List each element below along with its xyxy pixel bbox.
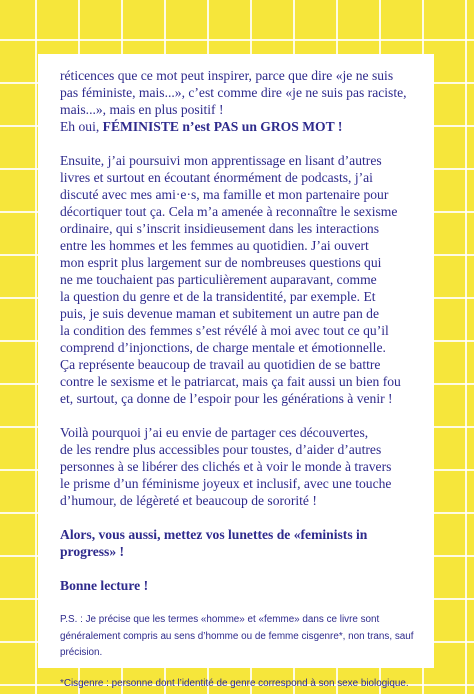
text-line: contre le sexisme et le patriarcat, mais ça fait aussi un bien fou — [60, 374, 401, 389]
closing-line: Bonne lecture ! — [60, 578, 149, 593]
text-line: puis, je suis devenue maman et subitement un autre pan de — [60, 306, 379, 321]
text-line: pas féministe, mais...», c’est comme dire «je ne suis pas raciste, — [60, 85, 407, 100]
text-line: Ensuite, j’ai poursuivi mon apprentissage en lisant d’autres — [60, 153, 382, 168]
footnote — [60, 676, 415, 693]
paragraph-purpose — [60, 424, 415, 509]
ps-note — [60, 612, 415, 662]
text-line: ordinaire, qui s’inscrit insidieusement dans les interactions — [60, 221, 380, 236]
text-line: progress» ! — [60, 544, 125, 559]
text-line: Voilà pourquoi j’ai eu envie de partager ces découvertes, — [60, 425, 369, 440]
emphasis-prefix: Eh oui, — [60, 119, 103, 134]
text-line: généralement compris au sens d’homme ou de femme cisgenre*, non trans, sauf — [60, 630, 414, 642]
text-line: Alors, vous aussi, mettez vos lunettes de «feminists in — [60, 527, 368, 542]
text-line: le prisme d’un féminisme joyeux et inclusif, avec une touche — [60, 476, 392, 491]
paragraph-journey — [60, 152, 415, 407]
text-line: précision. — [60, 647, 103, 658]
emphasis-statement: FÉMINISTE n’est PAS un GROS MOT ! — [102, 119, 343, 134]
text-line: et, surtout, ça donne de l’espoir pour les générations à venir ! — [60, 391, 393, 406]
paragraph-intro — [60, 67, 415, 135]
text-line: réticences que ce mot peut inspirer, parce que dire «je ne suis — [60, 68, 394, 83]
call-to-action — [60, 526, 415, 560]
emphasis-line — [60, 118, 415, 135]
text-line: discuté avec mes ami·e·s, ma famille et mon partenaire pour — [60, 187, 389, 202]
text-line: la question du genre et de la transidentité, par exemple. Et — [60, 289, 376, 304]
text-line: Ça représente beaucoup de travail au quotidien de se battre — [60, 357, 381, 372]
text-line: personnes à se libérer des clichés et à voir le monde à travers — [60, 459, 392, 474]
text-line: *Cisgenre : personne dont l’identité de genre correspond à son sexe biologique. — [60, 677, 409, 689]
text-line: la condition des femmes s’est révélé à moi avec tout ce qu’il — [60, 323, 389, 338]
text-line: mon esprit plus largement sur de nombreuses questions qui — [60, 255, 382, 270]
text-line: P.S. : Je précise que les termes «homme» et «femme» dans ce livre sont — [60, 614, 380, 625]
book-page — [38, 54, 434, 689]
text-line: mais...», mais en plus positif ! — [60, 102, 224, 117]
text-line: décortiquer tout ça. Cela m’a amenée à reconnaître le sexisme — [60, 204, 398, 219]
text-line: de les rendre plus accessibles pour toustes, d’aider d’autres — [60, 442, 382, 457]
text-line: d’humour, de légèreté et beaucoup de sororité ! — [60, 493, 317, 508]
text-line: ne me touchaient pas particulièrement auparavant, comme — [60, 272, 377, 287]
text-line: livres et surtout en écoutant énormément de podcasts, j’ai — [60, 170, 373, 185]
text-line: entre les hommes et les femmes au quotidien. J’ai ouvert — [60, 238, 369, 253]
text-line: comprend d’injonctions, de charge mentale et émotionnelle. — [60, 340, 386, 355]
